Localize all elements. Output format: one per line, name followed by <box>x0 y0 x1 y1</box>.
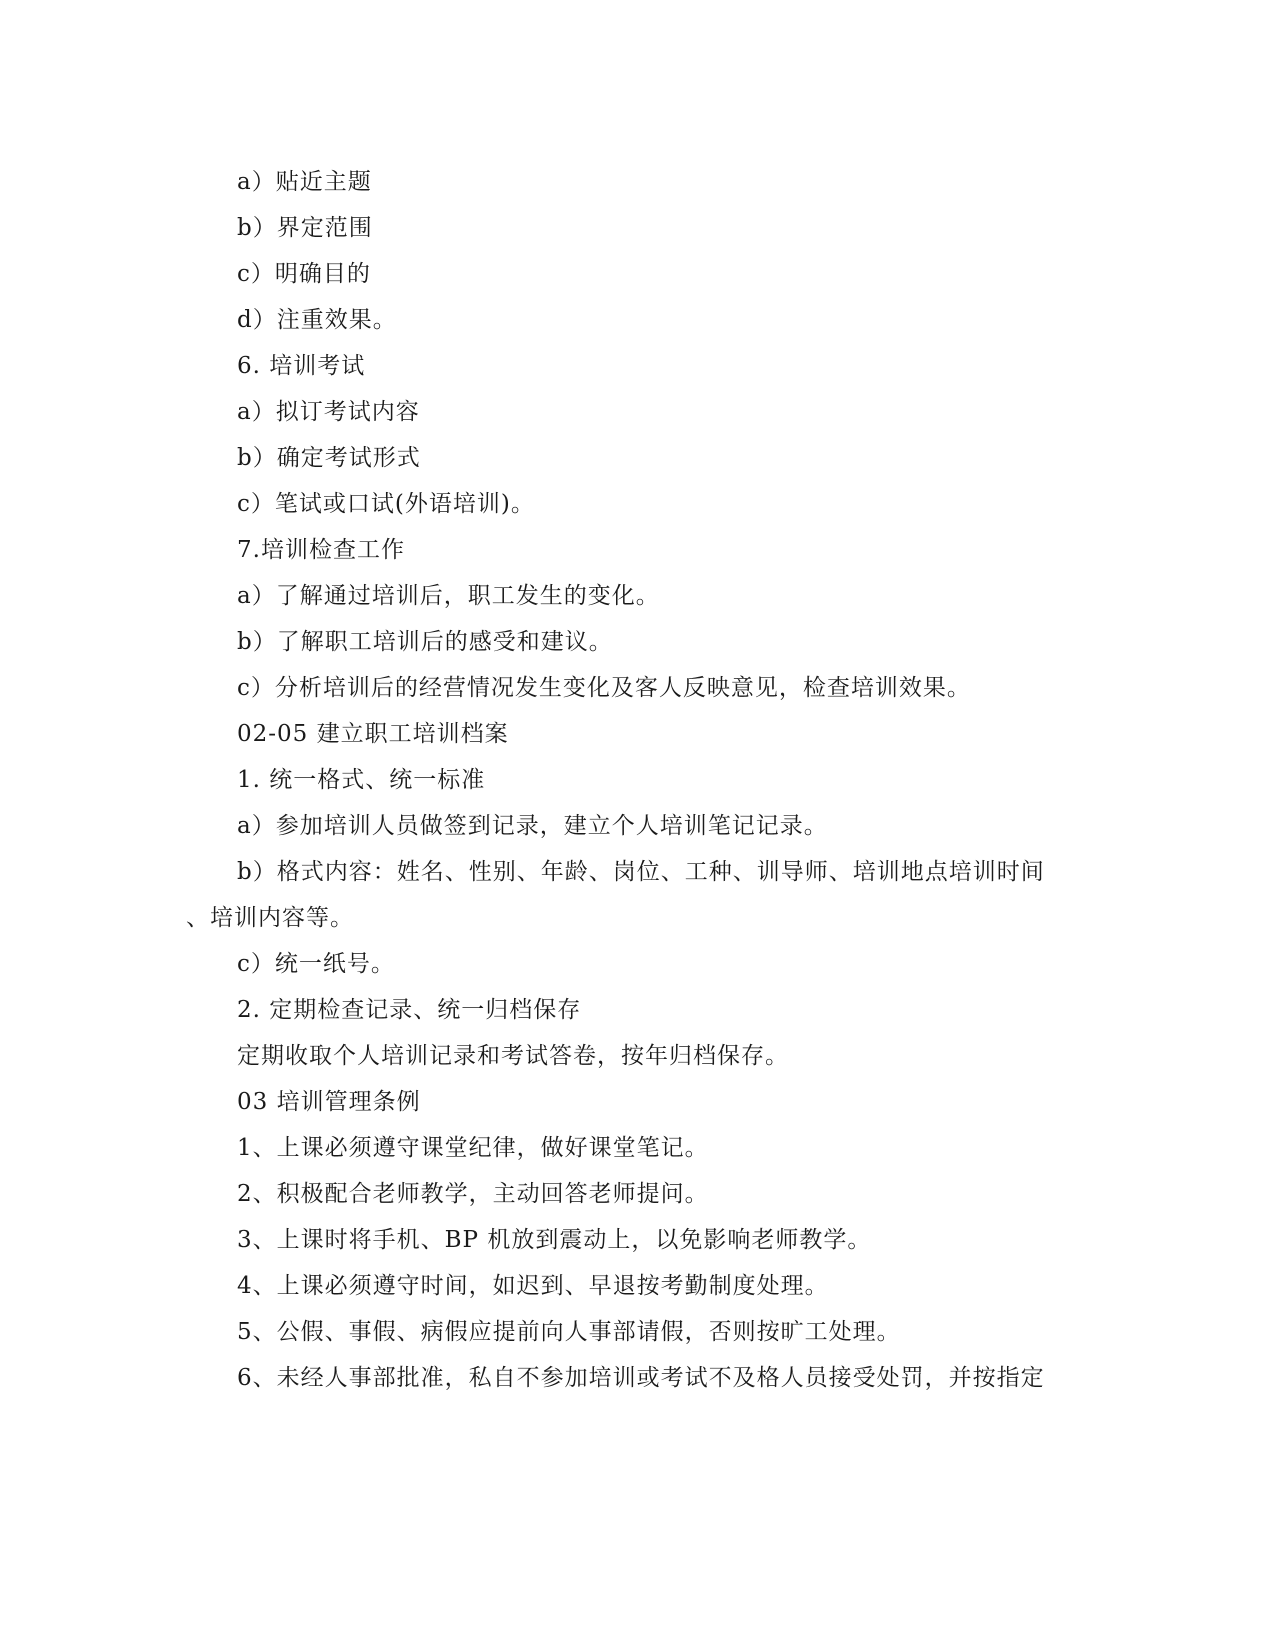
list-item-b-define-scope: b）界定范围 <box>237 215 373 241</box>
rule-item-5: 5、公假、事假、病假应提前向人事部请假，否则按旷工处理。 <box>237 1319 901 1345</box>
section-heading-training-exam: 6. 培训考试 <box>237 353 366 379</box>
subsection-heading-periodic-check: 2. 定期检查记录、统一归档保存 <box>237 997 582 1023</box>
list-item-a-sign-in: a）参加培训人员做签到记录，建立个人培训笔记记录。 <box>237 813 828 839</box>
section-heading-training-inspection: 7.培训检查工作 <box>237 537 405 563</box>
list-item-b-format-content-continued: 、培训内容等。 <box>186 905 354 931</box>
list-item-c-paper-size: c）统一纸号。 <box>237 951 395 977</box>
list-item-b-format-content: b）格式内容：姓名、性别、年龄、岗位、工种、训导师、培训地点培训时间 <box>237 859 1045 885</box>
list-item-c-analyze-results: c）分析培训后的经营情况发生变化及客人反映意见，检查培训效果。 <box>237 675 971 701</box>
section-heading-training-regulations: 03 培训管理条例 <box>237 1089 421 1115</box>
list-item-c-clarify-purpose: c）明确目的 <box>237 261 371 287</box>
list-item-a-understand-changes: a）了解通过培训后，职工发生的变化。 <box>237 583 660 609</box>
subsection-heading-unified-format: 1. 统一格式、统一标准 <box>237 767 486 793</box>
list-item-b-feelings-suggestions: b）了解职工培训后的感受和建议。 <box>237 629 613 655</box>
rule-item-6: 6、未经人事部批准，私自不参加培训或考试不及格人员接受处罚，并按指定 <box>237 1365 1045 1391</box>
list-item-d-focus-effect: d）注重效果。 <box>237 307 397 333</box>
rule-item-3: 3、上课时将手机、BP 机放到震动上，以免影响老师教学。 <box>237 1227 872 1253</box>
list-item-b-exam-form: b）确定考试形式 <box>237 445 421 471</box>
rule-item-4: 4、上课必须遵守时间，如迟到、早退按考勤制度处理。 <box>237 1273 829 1299</box>
list-item-a-draft-exam: a）拟订考试内容 <box>237 399 420 425</box>
list-item-a-close-to-topic: a）贴近主题 <box>237 169 372 195</box>
rule-item-1: 1、上课必须遵守课堂纪律，做好课堂笔记。 <box>237 1135 709 1161</box>
rule-item-2: 2、积极配合老师教学，主动回答老师提问。 <box>237 1181 709 1207</box>
list-item-c-written-oral: c）笔试或口试(外语培训)。 <box>237 491 535 517</box>
paragraph-archive-records: 定期收取个人培训记录和考试答卷，按年归档保存。 <box>237 1043 789 1069</box>
section-heading-training-records: 02-05 建立职工培训档案 <box>237 721 509 747</box>
